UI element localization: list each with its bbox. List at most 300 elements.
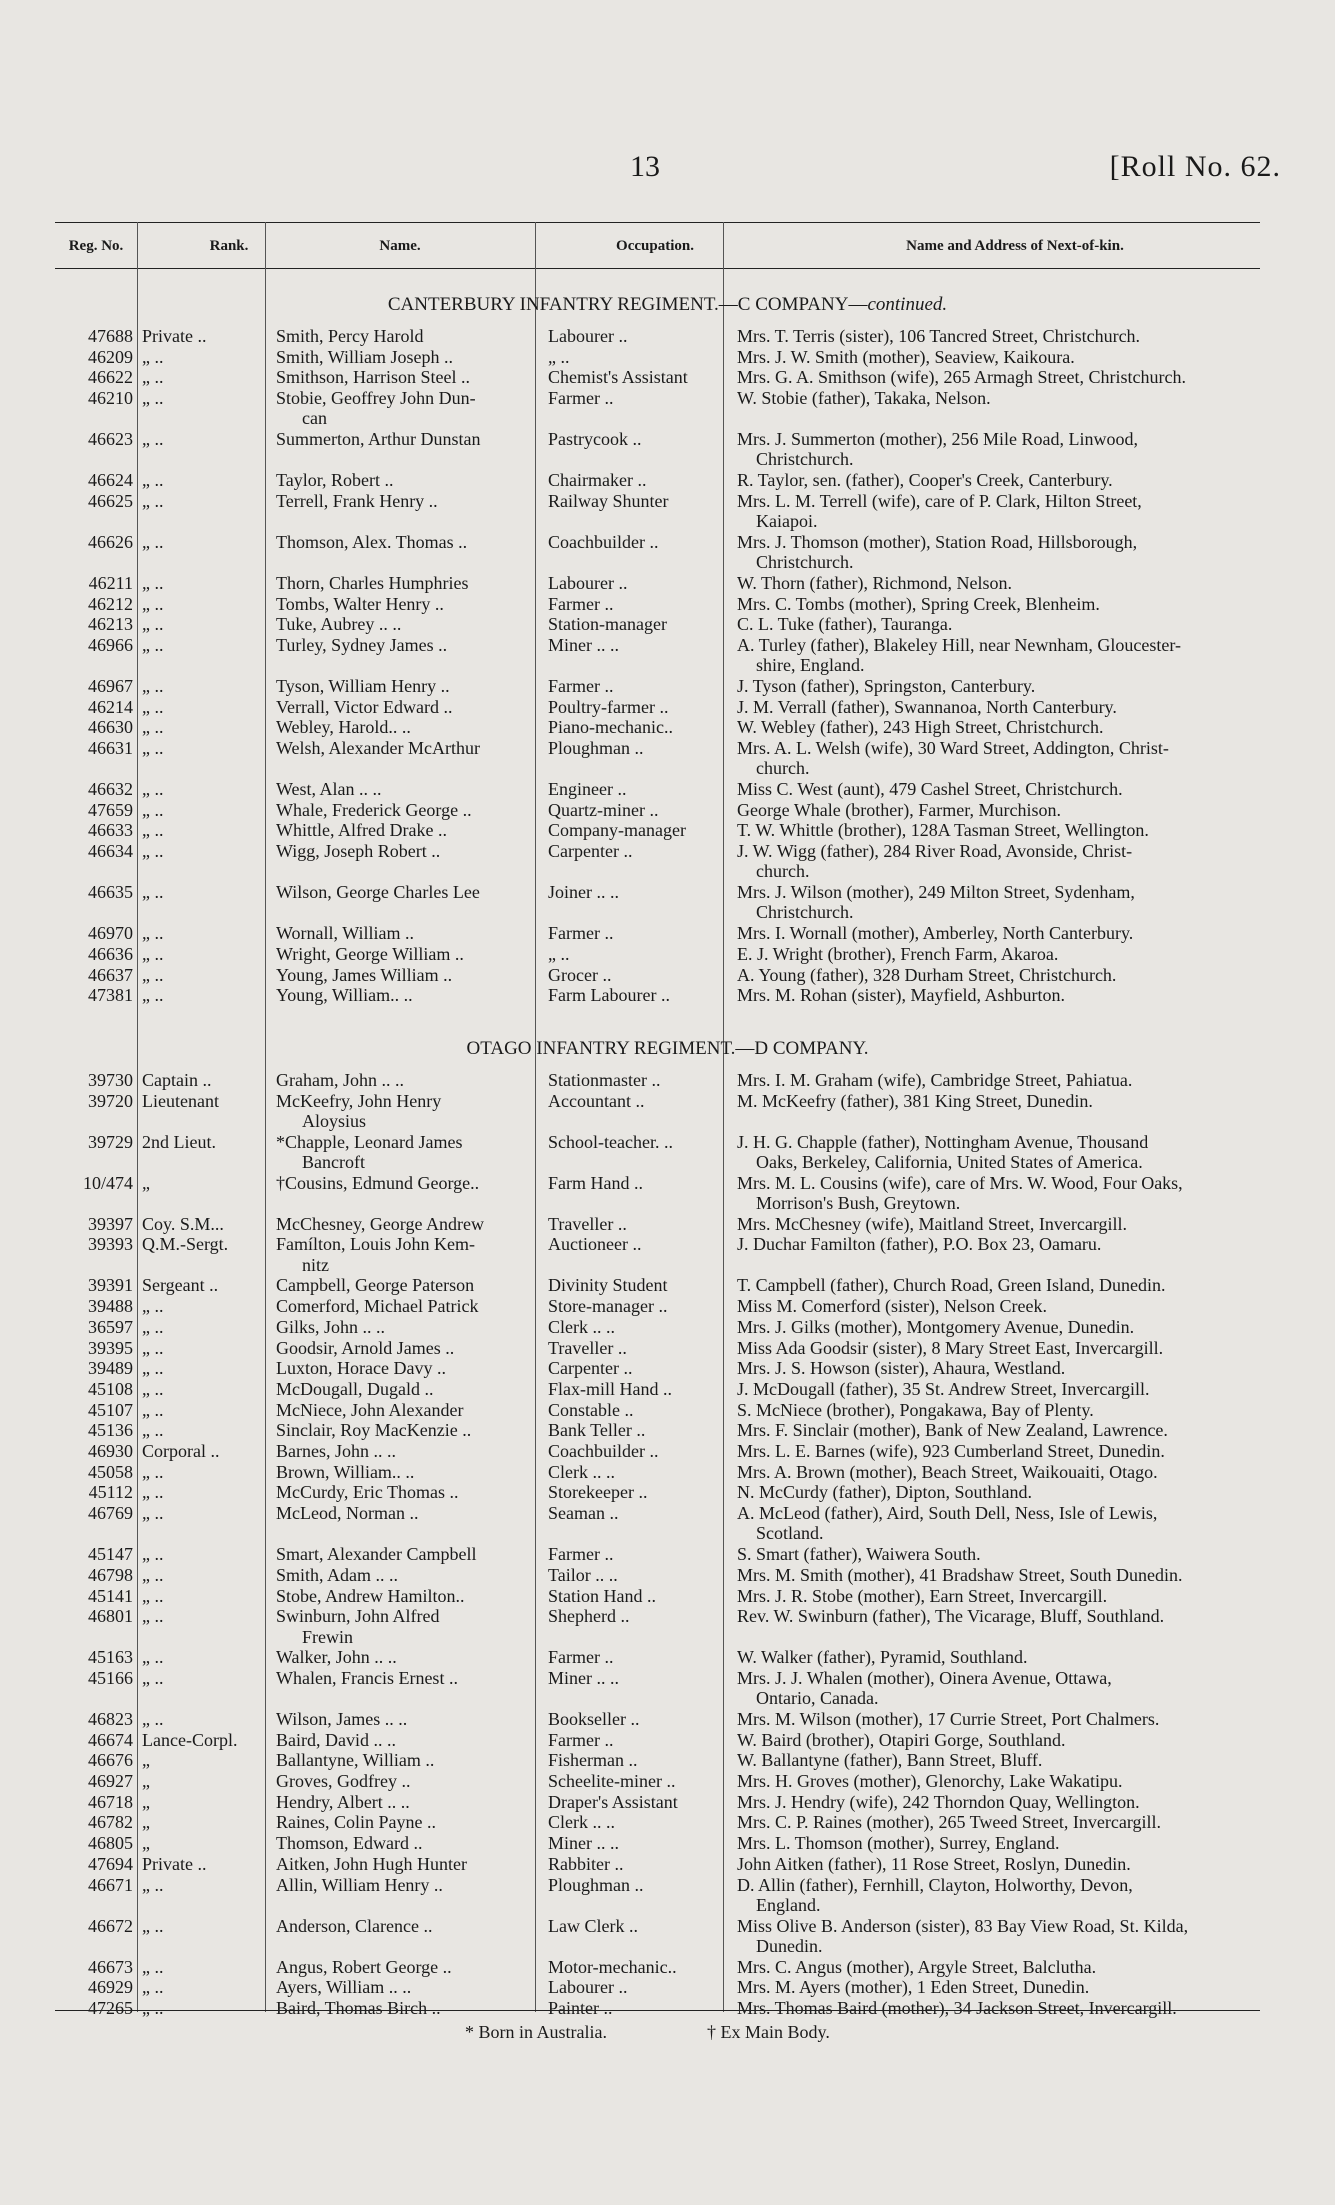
occupation: Farmer ..: [548, 1729, 614, 1750]
reg-number: 46636: [88, 943, 133, 964]
soldier-name: Summerton, Arthur Dunstan: [276, 429, 481, 450]
reg-number: 46209: [88, 346, 133, 367]
next-of-kin: A. Young (father), 328 Durham Street, Christchurch.: [737, 964, 1117, 985]
reg-number: 46805: [88, 1833, 133, 1854]
next-of-kin: N. McCurdy (father), Dipton, Southland.: [737, 1482, 1032, 1503]
soldier-name: Taylor, Robert ..: [276, 470, 394, 491]
rank: „ ..: [142, 1420, 164, 1441]
table-header: [55, 224, 1260, 268]
reg-number: 46625: [88, 490, 133, 511]
rank: Coy. S.M...: [142, 1213, 224, 1234]
next-of-kin: Mrs. H. Groves (mother), Glenorchy, Lake Wakatipu.: [737, 1771, 1123, 1791]
reg-number: 46624: [88, 470, 133, 491]
occupation: Quartz-miner ..: [548, 799, 659, 820]
table-row: [0, 1234, 1335, 1255]
rank: „ ..: [142, 717, 164, 738]
next-of-kin-continued: Oaks, Berkeley, California, United States of America.: [756, 1152, 1143, 1172]
table-row: [0, 367, 1335, 388]
occupation: Farmer ..: [548, 923, 614, 944]
table-row: [0, 1977, 1335, 1998]
soldier-name: Swinburn, John Alfred: [276, 1606, 440, 1627]
rank: „ ..: [142, 841, 164, 862]
occupation: Ploughman ..: [548, 1874, 644, 1895]
occupation: Chemist's Assistant: [548, 367, 688, 388]
rank: „ ..: [142, 614, 164, 635]
rank: „ ..: [142, 1461, 164, 1482]
reg-number: 46673: [88, 1956, 133, 1977]
next-of-kin: Mrs. G. A. Smithson (wife), 265 Armagh Street, Christchurch.: [737, 367, 1186, 388]
soldier-name: *Chapple, Leonard James: [276, 1131, 463, 1152]
soldier-name: Goodsir, Arnold James ..: [276, 1337, 455, 1358]
reg-number: 39489: [88, 1358, 133, 1379]
table-row: [0, 1750, 1335, 1771]
rank: „ ..: [142, 1316, 164, 1337]
table-row: [0, 1771, 1335, 1792]
table-row: [0, 965, 1335, 986]
soldier-name: McChesney, George Andrew: [276, 1213, 484, 1234]
next-of-kin: Mrs. M. Wilson (mother), 17 Currie Street, Port Chalmers.: [737, 1708, 1160, 1729]
table-row: [0, 1358, 1335, 1379]
soldier-name: Smith, William Joseph ..: [276, 346, 453, 367]
soldier-name: Wigg, Joseph Robert ..: [276, 841, 441, 862]
next-of-kin: Mrs. C. P. Raines (mother), 265 Tweed Street, Invercargill.: [737, 1812, 1161, 1833]
occupation: Miner .. ..: [548, 634, 619, 655]
reg-number: 46214: [88, 696, 133, 717]
next-of-kin: Mrs. M. L. Cousins (wife), care of Mrs. W. Wood, Four Oaks,: [737, 1172, 1183, 1193]
soldier-name: Welsh, Alexander McArthur: [276, 738, 480, 758]
occupation: Labourer ..: [548, 326, 628, 346]
occupation: Farmer ..: [548, 388, 614, 409]
reg-number: 39720: [88, 1090, 133, 1111]
soldier-name: Terrell, Frank Henry ..: [276, 490, 438, 511]
next-of-kin: D. Allin (father), Fernhill, Clayton, Holworthy, Devon,: [737, 1874, 1133, 1895]
soldier-name: McCurdy, Eric Thomas ..: [276, 1482, 459, 1503]
occupation: Railway Shunter: [548, 490, 669, 511]
soldier-name: McLeod, Norman ..: [276, 1503, 419, 1524]
rank: „ ..: [142, 675, 164, 696]
soldier-name: Barnes, John .. ..: [276, 1441, 396, 1461]
rank: Lieutenant: [142, 1090, 219, 1111]
soldier-name: Gilks, John .. ..: [276, 1316, 386, 1337]
rank: „ ..: [142, 470, 164, 491]
rank: „ ..: [142, 1337, 164, 1358]
table-row: [0, 1606, 1335, 1627]
soldier-name: Hendry, Albert .. ..: [276, 1791, 410, 1812]
next-of-kin: T. Campbell (father), Church Road, Green Island, Dunedin.: [737, 1275, 1166, 1296]
next-of-kin: Rev. W. Swinburn (father), The Vicarage, Bluff, Southland.: [737, 1606, 1165, 1627]
next-of-kin: W. Ballantyne (father), Bann Street, Bluff.: [737, 1750, 1043, 1771]
rank: „ ..: [142, 779, 164, 799]
soldier-name: McKeefry, John Henry: [276, 1090, 442, 1111]
table-row: [0, 429, 1335, 450]
next-of-kin: Mrs. J. S. Howson (sister), Ahaura, Westland.: [737, 1358, 1066, 1379]
reg-number: 46632: [88, 779, 133, 799]
occupation: Coachbuilder ..: [548, 1441, 659, 1461]
rank: „: [142, 1750, 150, 1771]
next-of-kin: W. Walker (father), Pyramid, Southland.: [737, 1647, 1028, 1668]
soldier-name: Verrall, Victor Edward ..: [276, 696, 453, 717]
reg-number: 46623: [88, 429, 133, 450]
reg-number: 46674: [88, 1729, 133, 1750]
soldier-name: Smith, Percy Harold: [276, 326, 424, 346]
occupation: Divinity Student: [548, 1275, 668, 1296]
next-of-kin: Mrs. T. Terris (sister), 106 Tancred Street, Christchurch.: [737, 326, 1141, 346]
soldier-name: Thomson, Alex. Thomas ..: [276, 531, 468, 552]
rank: „ ..: [142, 985, 164, 1006]
table-row: [0, 1400, 1335, 1421]
table-bottom-rule: [55, 2010, 1260, 2011]
roll-number: [Roll No. 62.: [1109, 150, 1281, 183]
occupation: Scheelite-miner ..: [548, 1771, 676, 1791]
next-of-kin: W. Stobie (father), Takaka, Nelson.: [737, 388, 991, 409]
rank: „ ..: [142, 1977, 164, 1998]
next-of-kin: Mrs. J. W. Smith (mother), Seaview, Kaikoura.: [737, 346, 1075, 367]
soldier-name: Stobe, Andrew Hamilton..: [276, 1585, 465, 1606]
next-of-kin: Mrs. J. Hendry (wife), 242 Thorndon Quay, Wellington.: [737, 1791, 1140, 1812]
soldier-name: Smith, Adam .. ..: [276, 1564, 399, 1585]
next-of-kin: Mrs. M. Rohan (sister), Mayfield, Ashburton.: [737, 985, 1065, 1006]
occupation: Miner .. ..: [548, 1833, 619, 1854]
header-name: Name.: [379, 238, 421, 254]
next-of-kin-continued: Kaiapoi.: [756, 511, 818, 532]
next-of-kin: Mrs. I. M. Graham (wife), Cambridge Street, Pahiatua.: [737, 1070, 1133, 1090]
next-of-kin-continued: Ontario, Canada.: [756, 1688, 879, 1709]
next-of-kin: W. Webley (father), 243 High Street, Christchurch.: [737, 717, 1104, 738]
table-row: [0, 1070, 1335, 1091]
reg-number: 45136: [88, 1420, 133, 1441]
rank: „ ..: [142, 1647, 164, 1668]
rank: „ ..: [142, 1915, 164, 1936]
occupation: Clerk .. ..: [548, 1316, 615, 1337]
rank: Corporal ..: [142, 1441, 220, 1461]
soldier-name-continued: nitz: [302, 1254, 329, 1275]
occupation: Piano-mechanic..: [548, 717, 673, 738]
table-row: [0, 1875, 1335, 1896]
occupation: Traveller ..: [548, 1337, 627, 1358]
header-occupation: Occupation.: [616, 238, 694, 254]
table-row: [0, 1503, 1335, 1524]
next-of-kin: Mrs. J. Gilks (mother), Montgomery Avenue, Dunedin.: [737, 1316, 1135, 1337]
occupation: Clerk .. ..: [548, 1461, 615, 1482]
soldier-name: Whalen, Francis Ernest ..: [276, 1667, 458, 1688]
header-reg: Reg. No.: [68, 238, 124, 254]
next-of-kin: M. McKeefry (father), 381 King Street, Dunedin.: [737, 1090, 1093, 1111]
soldier-name: Baird, David .. ..: [276, 1729, 396, 1750]
rank: „ ..: [142, 1564, 164, 1585]
next-of-kin: S. McNiece (brother), Pongakawa, Bay of Plenty.: [737, 1399, 1094, 1420]
next-of-kin: Mrs. McChesney (wife), Maitland Street, Invercargill.: [737, 1213, 1128, 1234]
soldier-name: West, Alan .. ..: [276, 779, 382, 799]
table-row: [0, 923, 1335, 944]
occupation: Farm Hand ..: [548, 1172, 643, 1193]
rank: „ ..: [142, 1956, 164, 1977]
header-bottom-rule: [55, 268, 1260, 269]
next-of-kin: Mrs. A. Brown (mother), Beach Street, Waikouaiti, Otago.: [737, 1461, 1158, 1482]
reg-number: 46970: [88, 923, 133, 944]
soldier-name: Tombs, Walter Henry ..: [276, 593, 444, 614]
table-row: [0, 347, 1335, 368]
reg-number: 46823: [88, 1708, 133, 1729]
rank: „: [142, 1833, 150, 1854]
rank: „ ..: [142, 1874, 164, 1895]
occupation: Painter ..: [548, 1997, 613, 2018]
reg-number: 45112: [88, 1482, 133, 1503]
reg-number: 46211: [88, 572, 133, 593]
occupation: Farmer ..: [548, 1544, 614, 1565]
table-row: [0, 1379, 1335, 1400]
soldier-name: Thorn, Charles Humphries: [276, 572, 469, 593]
table-row: [0, 841, 1335, 862]
soldier-name: Groves, Godfrey ..: [276, 1771, 411, 1791]
next-of-kin: E. J. Wright (brother), French Farm, Akaroa.: [737, 943, 1059, 964]
next-of-kin: Mrs. J. Thomson (mother), Station Road, Hillsborough,: [737, 531, 1138, 552]
next-of-kin: Mrs. J. Summerton (mother), 256 Mile Road, Linwood,: [737, 429, 1138, 450]
reg-number: 46210: [88, 388, 133, 409]
table-row: [0, 1482, 1335, 1503]
rank: „ ..: [142, 346, 164, 367]
soldier-name: Wright, George William ..: [276, 943, 464, 964]
next-of-kin: Miss M. Comerford (sister), Nelson Creek.: [737, 1296, 1047, 1317]
occupation: Rabbiter ..: [548, 1853, 624, 1874]
next-of-kin-continued: Morrison's Bush, Greytown.: [756, 1193, 961, 1213]
next-of-kin: George Whale (brother), Farmer, Murchison.: [737, 799, 1062, 820]
table-row: [0, 985, 1335, 1006]
occupation: Auctioneer ..: [548, 1234, 642, 1255]
table-row: [0, 1854, 1335, 1875]
occupation: „ ..: [548, 346, 570, 367]
header-kin: Name and Address of Next-of-kin.: [906, 238, 1124, 254]
next-of-kin: Mrs. C. Angus (mother), Argyle Street, Balclutha.: [737, 1956, 1097, 1977]
rank: „ ..: [142, 634, 164, 655]
rank: „ ..: [142, 943, 164, 964]
soldier-name-continued: Aloysius: [302, 1111, 367, 1131]
occupation: Law Clerk ..: [548, 1915, 638, 1936]
reg-number: 46676: [88, 1750, 133, 1771]
reg-number: 39397: [88, 1213, 133, 1234]
reg-number: 47381: [88, 985, 133, 1006]
occupation: Seaman ..: [548, 1503, 619, 1524]
soldier-name: Ballantyne, William ..: [276, 1750, 435, 1771]
reg-number: 46782: [88, 1812, 133, 1833]
rank: Q.M.-Sergt.: [142, 1234, 229, 1255]
next-of-kin: Mrs. I. Wornall (mother), Amberley, North Canterbury.: [737, 923, 1134, 944]
rank: „ ..: [142, 820, 164, 841]
section-title: OTAGO INFANTRY REGIMENT.—D COMPANY.: [466, 1038, 869, 1059]
reg-number: 46213: [88, 614, 133, 635]
table-row: [0, 1792, 1335, 1813]
occupation: Motor-mechanic..: [548, 1956, 677, 1977]
rank: „ ..: [142, 531, 164, 552]
page-number: 13: [630, 150, 660, 183]
occupation: Engineer ..: [548, 779, 627, 799]
table-row: [0, 1462, 1335, 1483]
rank: „: [142, 1771, 150, 1791]
rank: Private ..: [142, 1853, 207, 1874]
reg-number: 39393: [88, 1234, 133, 1255]
occupation: Labourer ..: [548, 572, 628, 593]
next-of-kin: Mrs. Thomas Baird (mother), 34 Jackson Street, Invercargill.: [737, 1997, 1177, 2018]
soldier-name-continued: Frewin: [302, 1626, 353, 1647]
table-row: [0, 1730, 1335, 1751]
table-row: [0, 388, 1335, 409]
reg-number: 46635: [88, 882, 133, 903]
soldier-name: Allin, William Henry ..: [276, 1874, 443, 1895]
table-row: [0, 326, 1335, 347]
rank: „ ..: [142, 1544, 164, 1565]
rank: „ ..: [142, 964, 164, 985]
occupation: Ploughman ..: [548, 738, 644, 758]
occupation: Shepherd ..: [548, 1606, 630, 1627]
next-of-kin: Mrs. J. Wilson (mother), 249 Milton Street, Sydenham,: [737, 882, 1135, 903]
soldier-name: Thomson, Edward ..: [276, 1833, 423, 1854]
occupation: Carpenter ..: [548, 1358, 633, 1379]
soldier-name: Aitken, John Hugh Hunter: [276, 1853, 467, 1874]
occupation: Tailor .. ..: [548, 1564, 618, 1585]
occupation: Accountant ..: [548, 1090, 645, 1111]
reg-number: 46930: [88, 1441, 133, 1461]
next-of-kin: Miss C. West (aunt), 479 Cashel Street, Christchurch.: [737, 779, 1123, 799]
occupation: Bank Teller ..: [548, 1420, 646, 1441]
table-row: [0, 1586, 1335, 1607]
table-row: [0, 470, 1335, 491]
table-row: [0, 1916, 1335, 1937]
occupation: Stationmaster ..: [548, 1070, 661, 1090]
next-of-kin: J. W. Wigg (father), 284 River Road, Avonside, Christ-: [737, 841, 1133, 862]
table-row: [0, 1441, 1335, 1462]
next-of-kin: W. Baird (brother), Otapiri Gorge, Southland.: [737, 1729, 1066, 1750]
occupation: Pastrycook ..: [548, 429, 642, 450]
rank: Sergeant ..: [142, 1275, 219, 1296]
rank: „: [142, 1791, 150, 1812]
reg-number: 46967: [88, 675, 133, 696]
occupation: Traveller ..: [548, 1213, 627, 1234]
table-row: [0, 1544, 1335, 1565]
reg-number: 45147: [88, 1544, 133, 1565]
table-row: [0, 1812, 1335, 1833]
rank: „ ..: [142, 593, 164, 614]
table-row: [0, 1833, 1335, 1854]
table-row: [0, 573, 1335, 594]
table-row: [0, 717, 1335, 738]
soldier-name: Young, William.. ..: [276, 985, 413, 1006]
rank: „ ..: [142, 799, 164, 820]
rank: „: [142, 1812, 150, 1833]
occupation: School-teacher. ..: [548, 1131, 673, 1152]
next-of-kin: A. Turley (father), Blakeley Hill, near Newnham, Gloucester-: [737, 634, 1182, 655]
rank: „ ..: [142, 490, 164, 511]
soldier-name: Baird, Thomas Birch ..: [276, 1997, 441, 2018]
reg-number: 39395: [88, 1337, 133, 1358]
rank: „ ..: [142, 572, 164, 593]
occupation: Farmer ..: [548, 675, 614, 696]
table-row: [0, 1091, 1335, 1112]
next-of-kin: Miss Olive B. Anderson (sister), 83 Bay View Road, St. Kilda,: [737, 1915, 1189, 1936]
occupation: Carpenter ..: [548, 841, 633, 862]
occupation: Miner .. ..: [548, 1667, 619, 1688]
soldier-name: Angus, Robert George ..: [276, 1956, 452, 1977]
next-of-kin-continued: church.: [756, 758, 810, 779]
next-of-kin: Mrs. A. L. Welsh (wife), 30 Ward Street, Addington, Christ-: [737, 738, 1169, 758]
table-row: [0, 882, 1335, 903]
rank: „ ..: [142, 388, 164, 409]
next-of-kin: J. M. Verrall (father), Swannanoa, North Canterbury.: [737, 696, 1117, 717]
next-of-kin: Mrs. L. E. Barnes (wife), 923 Cumberland Street, Dunedin.: [737, 1441, 1165, 1461]
occupation: Station-manager: [548, 614, 667, 635]
next-of-kin: Mrs. C. Tombs (mother), Spring Creek, Blenheim.: [737, 593, 1100, 614]
table-row: [0, 594, 1335, 615]
occupation: Joiner .. ..: [548, 882, 619, 903]
soldier-name: Whittle, Alfred Drake ..: [276, 820, 447, 841]
reg-number: 45058: [88, 1461, 133, 1482]
occupation: Company-manager: [548, 820, 686, 841]
soldier-name: Turley, Sydney James ..: [276, 634, 448, 655]
next-of-kin: W. Thorn (father), Richmond, Nelson.: [737, 572, 1012, 593]
table-row: [0, 1296, 1335, 1317]
reg-number: 46801: [88, 1606, 133, 1627]
next-of-kin: C. L. Tuke (father), Tauranga.: [737, 614, 953, 635]
occupation: Farmer ..: [548, 1647, 614, 1668]
soldier-name-continued: can: [302, 408, 327, 429]
reg-number: 10/474: [82, 1172, 133, 1193]
table-row: [0, 1998, 1335, 2019]
footnote-star: * Born in Australia.: [465, 2022, 607, 2042]
reg-number: 46631: [88, 738, 133, 758]
table-row: [0, 1647, 1335, 1668]
next-of-kin: R. Taylor, sen. (father), Cooper's Creek, Canterbury.: [737, 470, 1113, 491]
reg-number: 47659: [88, 799, 133, 820]
reg-number: 47688: [88, 326, 133, 346]
reg-number: 46718: [88, 1791, 133, 1812]
next-of-kin: Mrs. F. Sinclair (mother), Bank of New Zealand, Lawrence.: [737, 1420, 1168, 1441]
next-of-kin-continued: Christchurch.: [756, 902, 854, 923]
next-of-kin-continued: Christchurch.: [756, 552, 854, 573]
reg-number: 45141: [88, 1585, 133, 1606]
reg-number: 36597: [88, 1316, 133, 1337]
soldier-name: Stobie, Geoffrey John Dun-: [276, 388, 476, 409]
next-of-kin-continued: Christchurch.: [756, 449, 854, 470]
soldier-name: Walker, John .. ..: [276, 1647, 397, 1668]
soldier-name: Luxton, Horace Davy ..: [276, 1358, 446, 1379]
table-row: [0, 1317, 1335, 1338]
reg-number: 45107: [88, 1399, 133, 1420]
reg-number: 45163: [88, 1647, 133, 1668]
rank: Lance-Corpl.: [142, 1729, 238, 1750]
next-of-kin: Mrs. J. J. Whalen (mother), Oinera Avenue, Ottawa,: [737, 1667, 1112, 1688]
table-row: [0, 676, 1335, 697]
occupation: Clerk .. ..: [548, 1812, 615, 1833]
rank: „ ..: [142, 1358, 164, 1379]
soldier-name: Tuke, Aubrey .. ..: [276, 614, 402, 635]
header-rank: Rank.: [209, 238, 249, 254]
table-row: [0, 532, 1335, 553]
rank: „ ..: [142, 367, 164, 388]
rank: „ ..: [142, 738, 164, 758]
next-of-kin: J. H. G. Chapple (father), Nottingham Avenue, Thousand: [737, 1131, 1149, 1152]
soldier-name: Tyson, William Henry ..: [276, 675, 450, 696]
reg-number: 47694: [88, 1853, 133, 1874]
occupation: Farmer ..: [548, 593, 614, 614]
occupation: Bookseller ..: [548, 1708, 640, 1729]
occupation: Constable ..: [548, 1399, 634, 1420]
soldier-name: Ayers, William .. ..: [276, 1977, 412, 1998]
next-of-kin: A. McLeod (father), Aird, South Dell, Ness, Isle of Lewis,: [737, 1503, 1158, 1524]
reg-number: 46634: [88, 841, 133, 862]
footnote-dagger: † Ex Main Body.: [707, 2022, 830, 2042]
occupation: Draper's Assistant: [548, 1791, 678, 1812]
occupation: Farm Labourer ..: [548, 985, 670, 1006]
reg-number: 47265: [88, 1997, 133, 2018]
soldier-name: Graham, John .. ..: [276, 1070, 404, 1090]
